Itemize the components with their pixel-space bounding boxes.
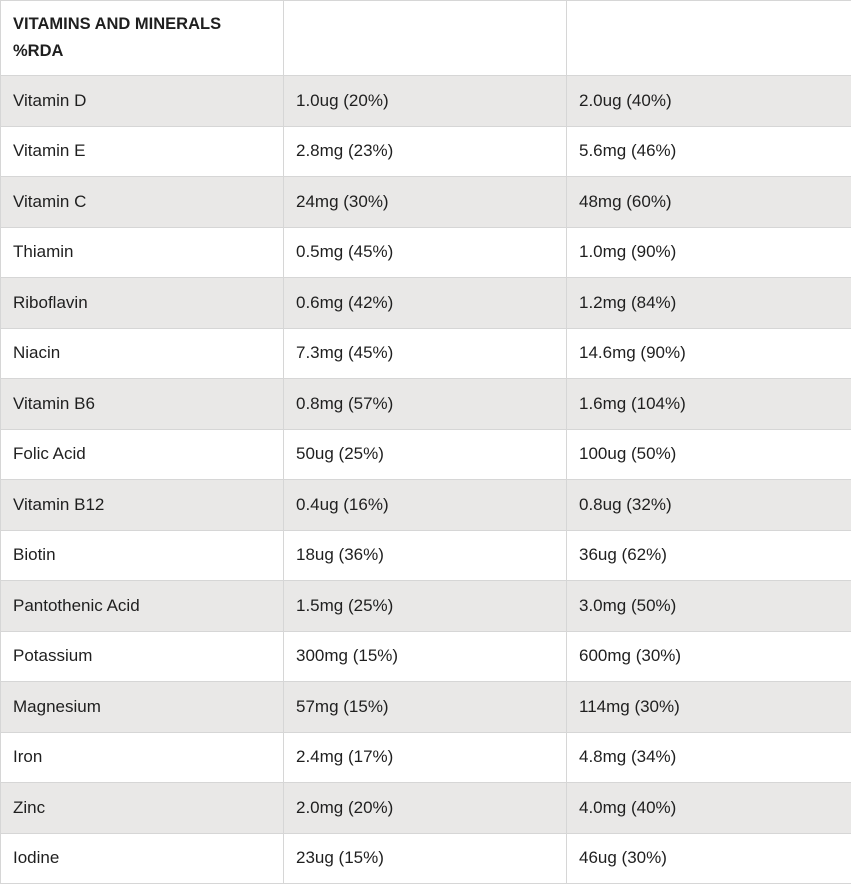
amount-cell-2: 1.0mg (90%) bbox=[567, 227, 851, 278]
table-row bbox=[1, 429, 851, 480]
table-row bbox=[1, 480, 851, 531]
table-row bbox=[1, 581, 851, 632]
amount-cell-2: 46ug (30%) bbox=[567, 833, 851, 884]
table-body bbox=[1, 76, 851, 884]
table-row bbox=[1, 682, 851, 733]
table-row bbox=[1, 783, 851, 834]
amount-cell-1: 0.5mg (45%) bbox=[284, 227, 567, 278]
nutrient-name-cell: Vitamin C bbox=[1, 177, 284, 228]
nutrient-name-cell: Potassium bbox=[1, 631, 284, 682]
amount-cell-1: 0.8mg (57%) bbox=[284, 379, 567, 430]
amount-cell-1: 50ug (25%) bbox=[284, 429, 567, 480]
table-row bbox=[1, 227, 851, 278]
header-title: VITAMINS AND MINERALS bbox=[13, 15, 222, 33]
amount-cell-2: 2.0ug (40%) bbox=[567, 76, 851, 127]
amount-cell-2: 5.6mg (46%) bbox=[567, 126, 851, 177]
nutrient-name-cell: Vitamin E bbox=[1, 126, 284, 177]
amount-cell-1: 1.0ug (20%) bbox=[284, 76, 567, 127]
nutrient-name-cell: Biotin bbox=[1, 530, 284, 581]
amount-cell-1: 2.4mg (17%) bbox=[284, 732, 567, 783]
amount-cell-2: 1.2mg (84%) bbox=[567, 278, 851, 329]
amount-cell-2: 4.8mg (34%) bbox=[567, 732, 851, 783]
table-row bbox=[1, 732, 851, 783]
nutrient-name-cell: Vitamin D bbox=[1, 76, 284, 127]
table-row bbox=[1, 631, 851, 682]
amount-cell-2: 14.6mg (90%) bbox=[567, 328, 851, 379]
header-vitamins-minerals bbox=[1, 1, 284, 76]
table-row bbox=[1, 379, 851, 430]
table-row bbox=[1, 530, 851, 581]
amount-cell-2: 0.8ug (32%) bbox=[567, 480, 851, 531]
amount-cell-1: 57mg (15%) bbox=[284, 682, 567, 733]
amount-cell-1: 0.6mg (42%) bbox=[284, 278, 567, 329]
header-column-3 bbox=[567, 1, 851, 76]
header-column-2 bbox=[284, 1, 567, 76]
nutrient-name-cell: Zinc bbox=[1, 783, 284, 834]
amount-cell-1: 7.3mg (45%) bbox=[284, 328, 567, 379]
table-header-row bbox=[1, 1, 851, 76]
table-row bbox=[1, 177, 851, 228]
nutrient-name-cell: Iodine bbox=[1, 833, 284, 884]
amount-cell-1: 0.4ug (16%) bbox=[284, 480, 567, 531]
nutrient-name-cell: Iron bbox=[1, 732, 284, 783]
amount-cell-1: 1.5mg (25%) bbox=[284, 581, 567, 632]
amount-cell-2: 3.0mg (50%) bbox=[567, 581, 851, 632]
amount-cell-1: 18ug (36%) bbox=[284, 530, 567, 581]
nutrient-name-cell: Folic Acid bbox=[1, 429, 284, 480]
amount-cell-1: 300mg (15%) bbox=[284, 631, 567, 682]
table-row bbox=[1, 126, 851, 177]
header-rda-label: %RDA bbox=[13, 42, 64, 60]
nutrient-name-cell: Vitamin B12 bbox=[1, 480, 284, 531]
table-row bbox=[1, 833, 851, 884]
amount-cell-2: 114mg (30%) bbox=[567, 682, 851, 733]
amount-cell-2: 1.6mg (104%) bbox=[567, 379, 851, 430]
amount-cell-2: 48mg (60%) bbox=[567, 177, 851, 228]
nutrient-name-cell: Pantothenic Acid bbox=[1, 581, 284, 632]
nutrient-name-cell: Vitamin B6 bbox=[1, 379, 284, 430]
amount-cell-2: 600mg (30%) bbox=[567, 631, 851, 682]
table-row bbox=[1, 76, 851, 127]
nutrient-name-cell: Magnesium bbox=[1, 682, 284, 733]
amount-cell-1: 2.0mg (20%) bbox=[284, 783, 567, 834]
amount-cell-2: 100ug (50%) bbox=[567, 429, 851, 480]
amount-cell-1: 2.8mg (23%) bbox=[284, 126, 567, 177]
amount-cell-1: 23ug (15%) bbox=[284, 833, 567, 884]
amount-cell-1: 24mg (30%) bbox=[284, 177, 567, 228]
amount-cell-2: 4.0mg (40%) bbox=[567, 783, 851, 834]
amount-cell-2: 36ug (62%) bbox=[567, 530, 851, 581]
nutrient-name-cell: Riboflavin bbox=[1, 278, 284, 329]
nutrient-name-cell: Thiamin bbox=[1, 227, 284, 278]
table-row bbox=[1, 278, 851, 329]
table-row bbox=[1, 328, 851, 379]
nutrient-name-cell: Niacin bbox=[1, 328, 284, 379]
